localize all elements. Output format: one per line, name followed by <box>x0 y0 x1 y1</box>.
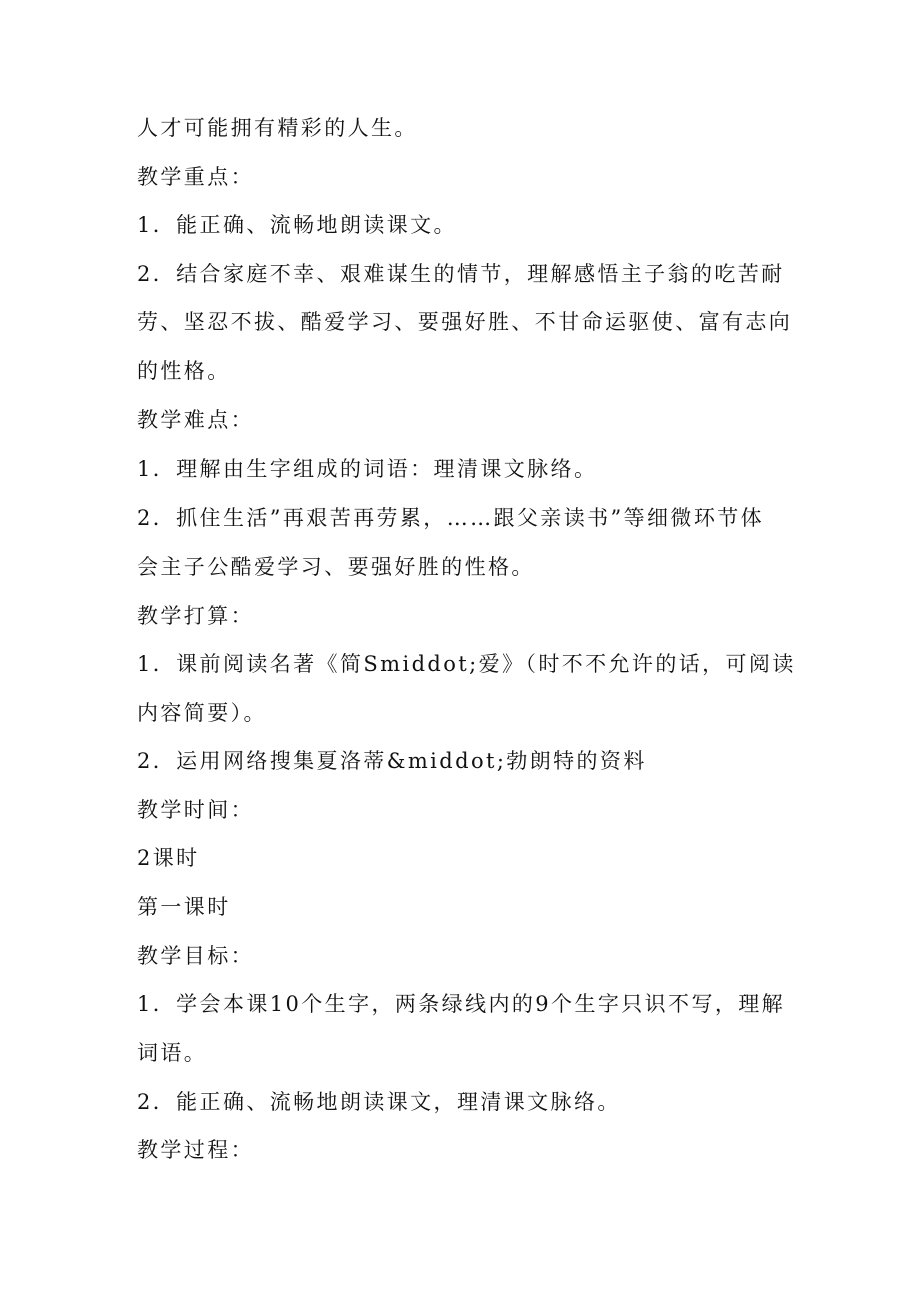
text-line: 1．学会本课10个生字，两条绿线内的9个生字只识不写，理解 <box>137 992 786 1016</box>
text-line: 2．抓住生活”再艰苦再劳累，……跟父亲读书”等细微环节体 <box>137 506 765 530</box>
text-line: 第一课时 <box>137 895 231 919</box>
text-line: 教学难点： <box>137 408 254 432</box>
text-line: 教学重点： <box>137 165 254 189</box>
text-line: 2课时 <box>137 846 200 870</box>
text-line: 教学打算： <box>137 604 254 628</box>
text-line: 2．运用网络搜集夏洛蒂&middot;勃朗特的资料 <box>137 749 647 773</box>
text-line: 1．能正确、流畅地朗读课文。 <box>137 213 457 237</box>
text-line: 会主子公酷爱学习、要强好胜的性格。 <box>137 555 535 579</box>
text-line: 1．理解由生字组成的词语：理清课文脉络。 <box>137 457 598 481</box>
text-line: 内容简要）。 <box>137 701 267 725</box>
text-line: 劳、坚忍不拔、酷爱学习、要强好胜、不甘命运驱使、富有志向 <box>137 310 793 334</box>
text-line: 2．能正确、流畅地朗读课文，理清课文脉络。 <box>137 1090 621 1114</box>
text-line: 1．课前阅读名著《简Smiddot;爱》（时不不允许的话，可阅读 <box>137 652 796 676</box>
text-line: 词语。 <box>137 1041 208 1065</box>
text-line: 教学目标： <box>137 944 254 968</box>
text-line: 2．结合家庭不幸、艰难谋生的情节，理解感悟主子翁的吃苦耐 <box>137 262 785 286</box>
text-line: 人才可能拥有精彩的人生。 <box>137 116 418 140</box>
text-line: 的性格。 <box>137 359 231 383</box>
text-line: 教学过程： <box>137 1138 254 1162</box>
text-line: 教学时间： <box>137 798 254 822</box>
